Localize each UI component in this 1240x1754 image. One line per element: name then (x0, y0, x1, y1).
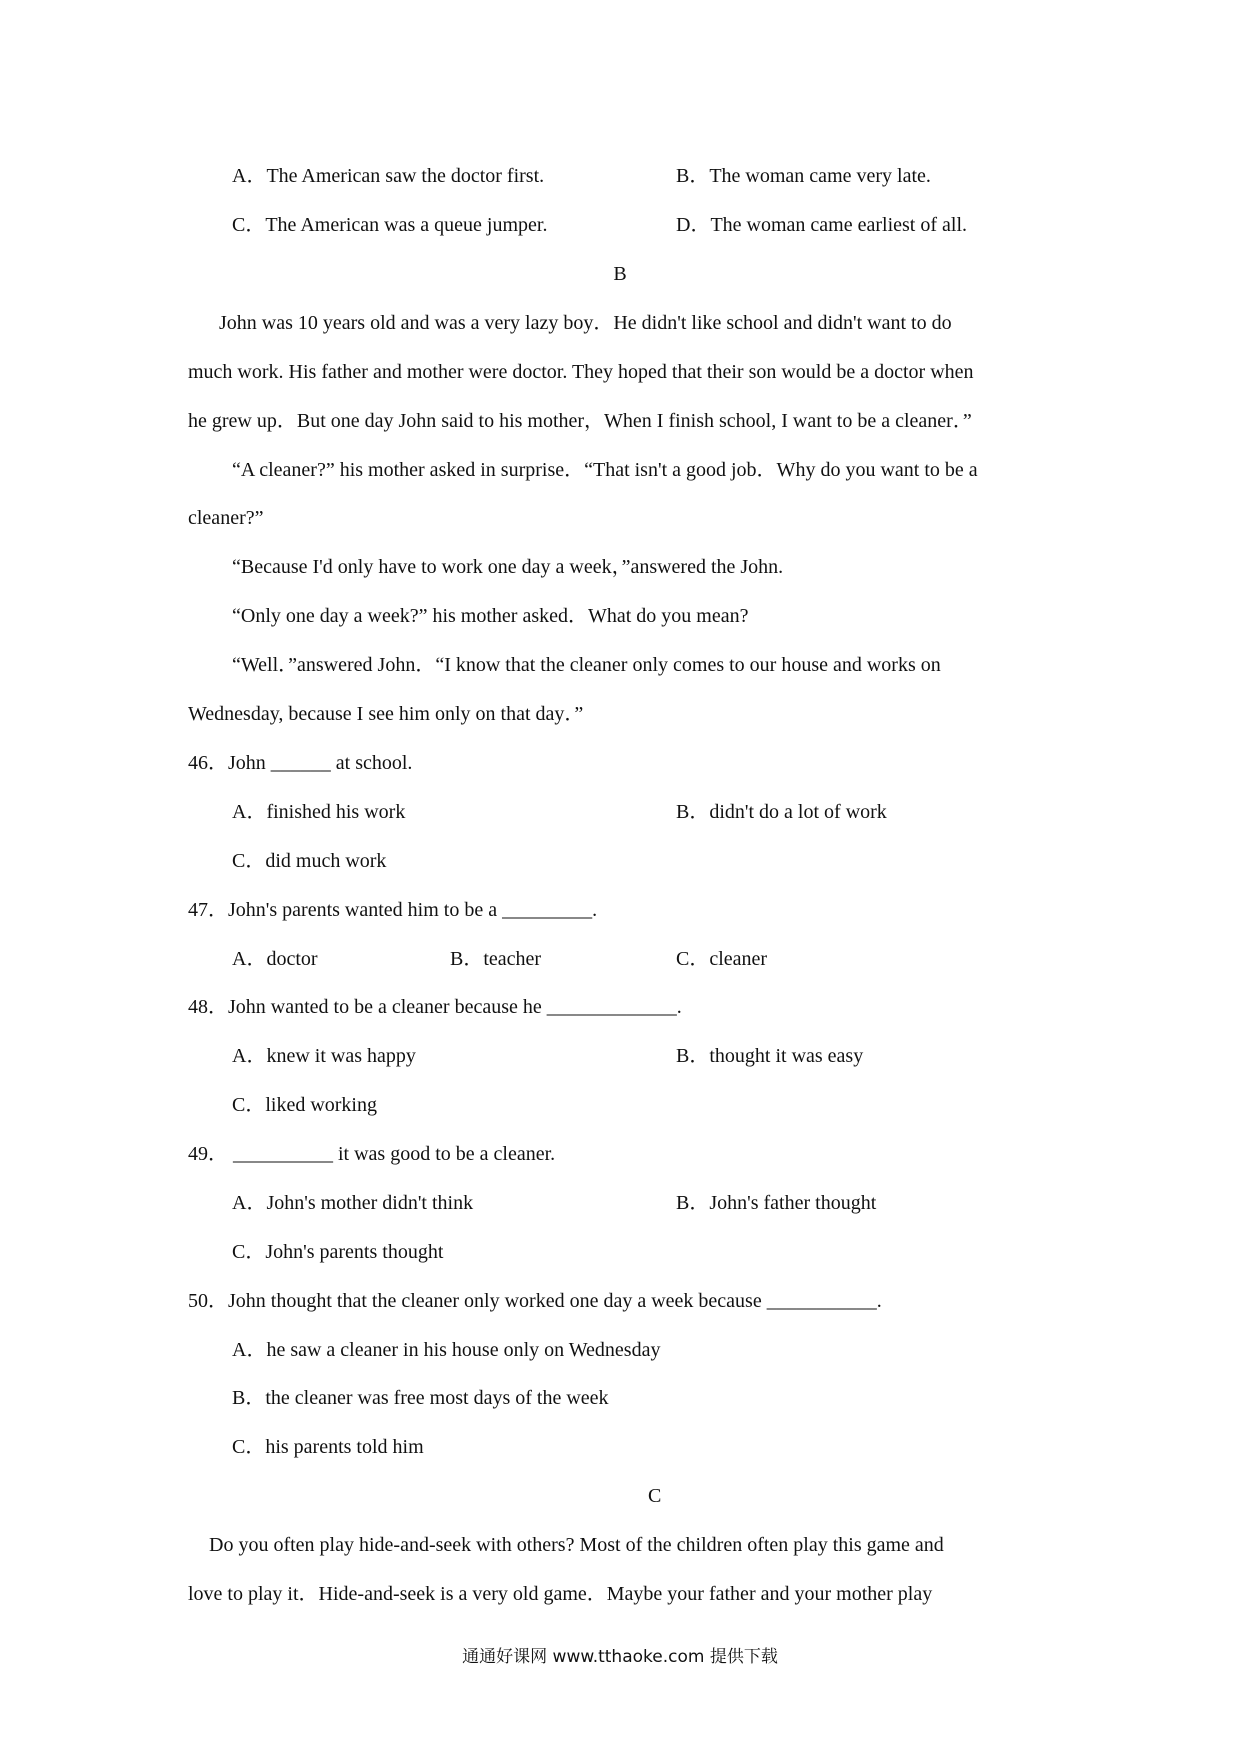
q47-option-c: C．cleaner (676, 948, 768, 970)
q49-option-a: A．John's mother didn't think (232, 1192, 474, 1214)
q45-option-d: D．The woman came earliest of all. (676, 214, 967, 236)
q50-option-a: A．he saw a cleaner in his house only on Wednesday (232, 1339, 661, 1361)
q46-option-c: C．did much work (232, 850, 387, 872)
passage-c-line: love to play it．Hide-and-seek is a very old game．Maybe your father and your mother play (188, 1583, 933, 1605)
q47-option-b: B．teacher (450, 948, 542, 970)
q46-option-a: A．finished his work (232, 801, 406, 823)
section-c-heading: C (648, 1485, 662, 1507)
q48-option-b: B．thought it was easy (676, 1045, 864, 1067)
q45-option-c: C．The American was a queue jumper. (232, 214, 548, 236)
q48-stem: 48．John wanted to be a cleaner because he _____________. (188, 996, 682, 1018)
passage-b-line: “Because I'd only have to work one day a week，”answered the John. (232, 556, 784, 578)
q50-stem: 50．John thought that the cleaner only worked one day a week because ___________. (188, 1290, 882, 1312)
q46-stem: 46．John ______ at school. (188, 752, 413, 774)
passage-c-line: Do you often play hide-and-seek with others? Most of the children often play this game and (209, 1534, 944, 1556)
q50-option-c: C．his parents told him (232, 1436, 424, 1458)
q46-option-b: B．didn't do a lot of work (676, 801, 887, 823)
passage-b-line: “Well．”answered John．“I know that the cleaner only comes to our house and works on (232, 654, 941, 676)
passage-b-line: John was 10 years old and was a very lazy boy．He didn't like school and didn't want to do (219, 312, 952, 334)
q49-option-c: C．John's parents thought (232, 1241, 444, 1263)
q47-stem: 47．John's parents wanted him to be a _________. (188, 899, 598, 921)
passage-b-line: he grew up．But one day John said to his mother，When I finish school, I want to be a cleaner．” (188, 410, 972, 432)
q49-stem: 49． __________ it was good to be a cleaner. (188, 1143, 556, 1165)
q45-option-b: B．The woman came very late. (676, 165, 931, 187)
q48-option-c: C．liked working (232, 1094, 377, 1116)
page-footer: 通通好课网 www.tthaoke.com 提供下载 (462, 1647, 778, 1667)
q47-option-a: A．doctor (232, 948, 318, 970)
q45-option-a: A．The American saw the doctor first. (232, 165, 545, 187)
section-b-heading: B (613, 263, 627, 285)
passage-b-line: cleaner?” (188, 507, 264, 529)
q50-option-b: B．the cleaner was free most days of the week (232, 1387, 609, 1409)
passage-b-line: “Only one day a week?” his mother asked．What do you mean? (232, 605, 749, 627)
passage-b-line: Wednesday, because I see him only on that day．” (188, 703, 584, 725)
q49-option-b: B．John's father thought (676, 1192, 877, 1214)
q48-option-a: A．knew it was happy (232, 1045, 416, 1067)
passage-b-line: much work. His father and mother were doctor. They hoped that their son would be a doctor when (188, 361, 974, 383)
passage-b-line: “A cleaner?” his mother asked in surprise．“That isn't a good job．Why do you want to be a (232, 459, 978, 481)
